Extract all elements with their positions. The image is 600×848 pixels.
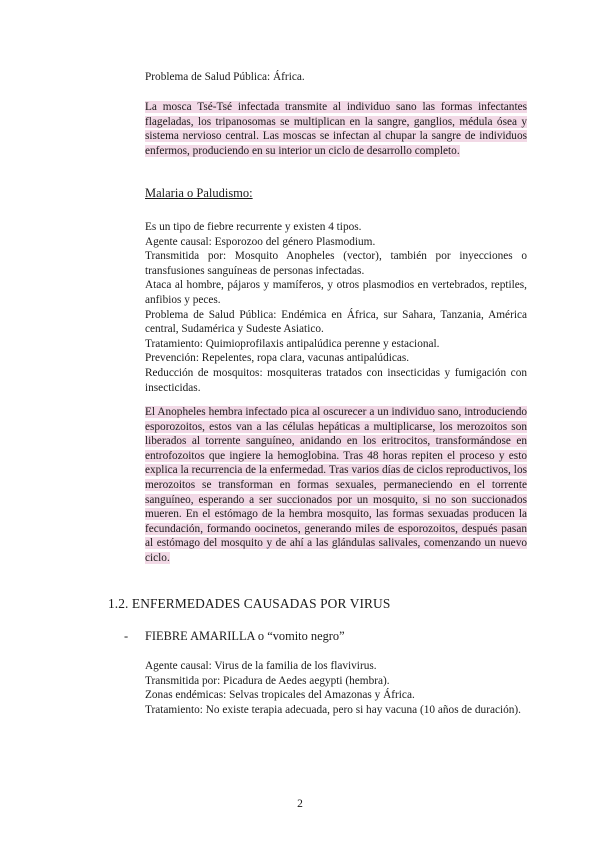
malaria-facts bbox=[145, 220, 527, 395]
malaria-fact-transmission: Transmitida por: Mosquito Anopheles (vector), también por inyecciones o transfusiones sanguíneas de personas infectadas. bbox=[145, 250, 527, 277]
malaria-cycle-text: El Anopheles hembra infectado pica al oscurecer a un individuo sano, introduciendo esporozoitos, estos van a las células hepáticas a multiplicarse, los merozoitos son liberados al torrente sanguíneo, anidando en los eritrocitos, transformándose en entrofozoitos que ingiere la hemoglobina. Tras 48 horas repiten el proceso y esto explica la recurrencia de la enfermedad. Tras varios días de ciclos reproductivos, los merozoitos se transforman en formas sexuales, permaneciendo en el torrente sanguíneo, esperando a ser succionados por un mosquito, si no son succionados mueren. En el estómago de la hembra mosquito, las formas sexuadas producen la fecundación, formando oocinetos, generando miles de esporozoitos, después pasan al estómago del mosquito y de ahí a las glándulas salivales, comenzando un nuevo ciclo. bbox=[145, 406, 527, 564]
tsetse-paragraph bbox=[145, 100, 527, 158]
malaria-fact-public-health: Problema de Salud Pública: Endémica en África, sur Sahara, Tanzania, América central, Sudamérica y Sudeste Asiatico. bbox=[145, 308, 527, 336]
tsetse-paragraph-text: La mosca Tsé-Tsé infectada transmite al individuo sano las formas infectantes flageladas, los tripanosomas se multiplican en la sangre, ganglios, médula ósea y sistema nervioso central. Las moscas se infectan al chupar la sangre de individuos enfermos, produciendo en su interior un ciclo de desarrollo completo. bbox=[145, 101, 527, 157]
fiebre-fact-transmission: Transmitida por: Picadura de Aedes aegypti (hembra). bbox=[145, 674, 390, 687]
fiebre-fact-treatment: Tratamiento: No existe terapia adecuada, pero si hay vacuna (10 años de duración). bbox=[145, 703, 522, 716]
section-heading-virus: 1.2. ENFERMEDADES CAUSADAS POR VIRUS bbox=[108, 596, 391, 611]
malaria-fact-mosquito-reduction: Reducción de mosquitos: mosquiteras tratados con insecticidas y fumigación con insecticidas. bbox=[145, 366, 527, 394]
malaria-fact-treatment: Tratamiento: Quimioprofilaxis antipalúdica perenne y estacional. bbox=[145, 337, 440, 350]
fiebre-amarilla-title: FIEBRE AMARILLA o “vomito negro” bbox=[145, 629, 345, 643]
malaria-cycle-paragraph bbox=[145, 405, 527, 566]
malaria-fact-agent: Agente causal: Esporozoo del género Plasmodium. bbox=[145, 235, 376, 248]
fiebre-fact-agent: Agente causal: Virus de la familia de los flavivirus. bbox=[145, 660, 377, 672]
bullet-dash: - bbox=[124, 629, 129, 643]
africa-line: Problema de Salud Pública: África. bbox=[145, 71, 305, 83]
page-number: 2 bbox=[297, 798, 303, 810]
malaria-fact-prevention: Prevención: Repelentes, ropa clara, vacunas antipalúdicas. bbox=[145, 352, 410, 365]
malaria-fact-types: Es un tipo de fiebre recurrente y existen 4 tipos. bbox=[145, 221, 362, 233]
malaria-heading: Malaria o Paludismo: bbox=[145, 186, 253, 200]
fiebre-amarilla-facts bbox=[145, 659, 527, 717]
bullet-fiebre-amarilla bbox=[124, 629, 345, 644]
fiebre-fact-zones: Zonas endémicas: Selvas tropicales del Amazonas y África. bbox=[145, 689, 415, 702]
malaria-fact-hosts: Ataca al hombre, pájaros y mamíferos, y otros plasmodios en vertebrados, reptiles, anfibios y peces. bbox=[145, 279, 527, 306]
